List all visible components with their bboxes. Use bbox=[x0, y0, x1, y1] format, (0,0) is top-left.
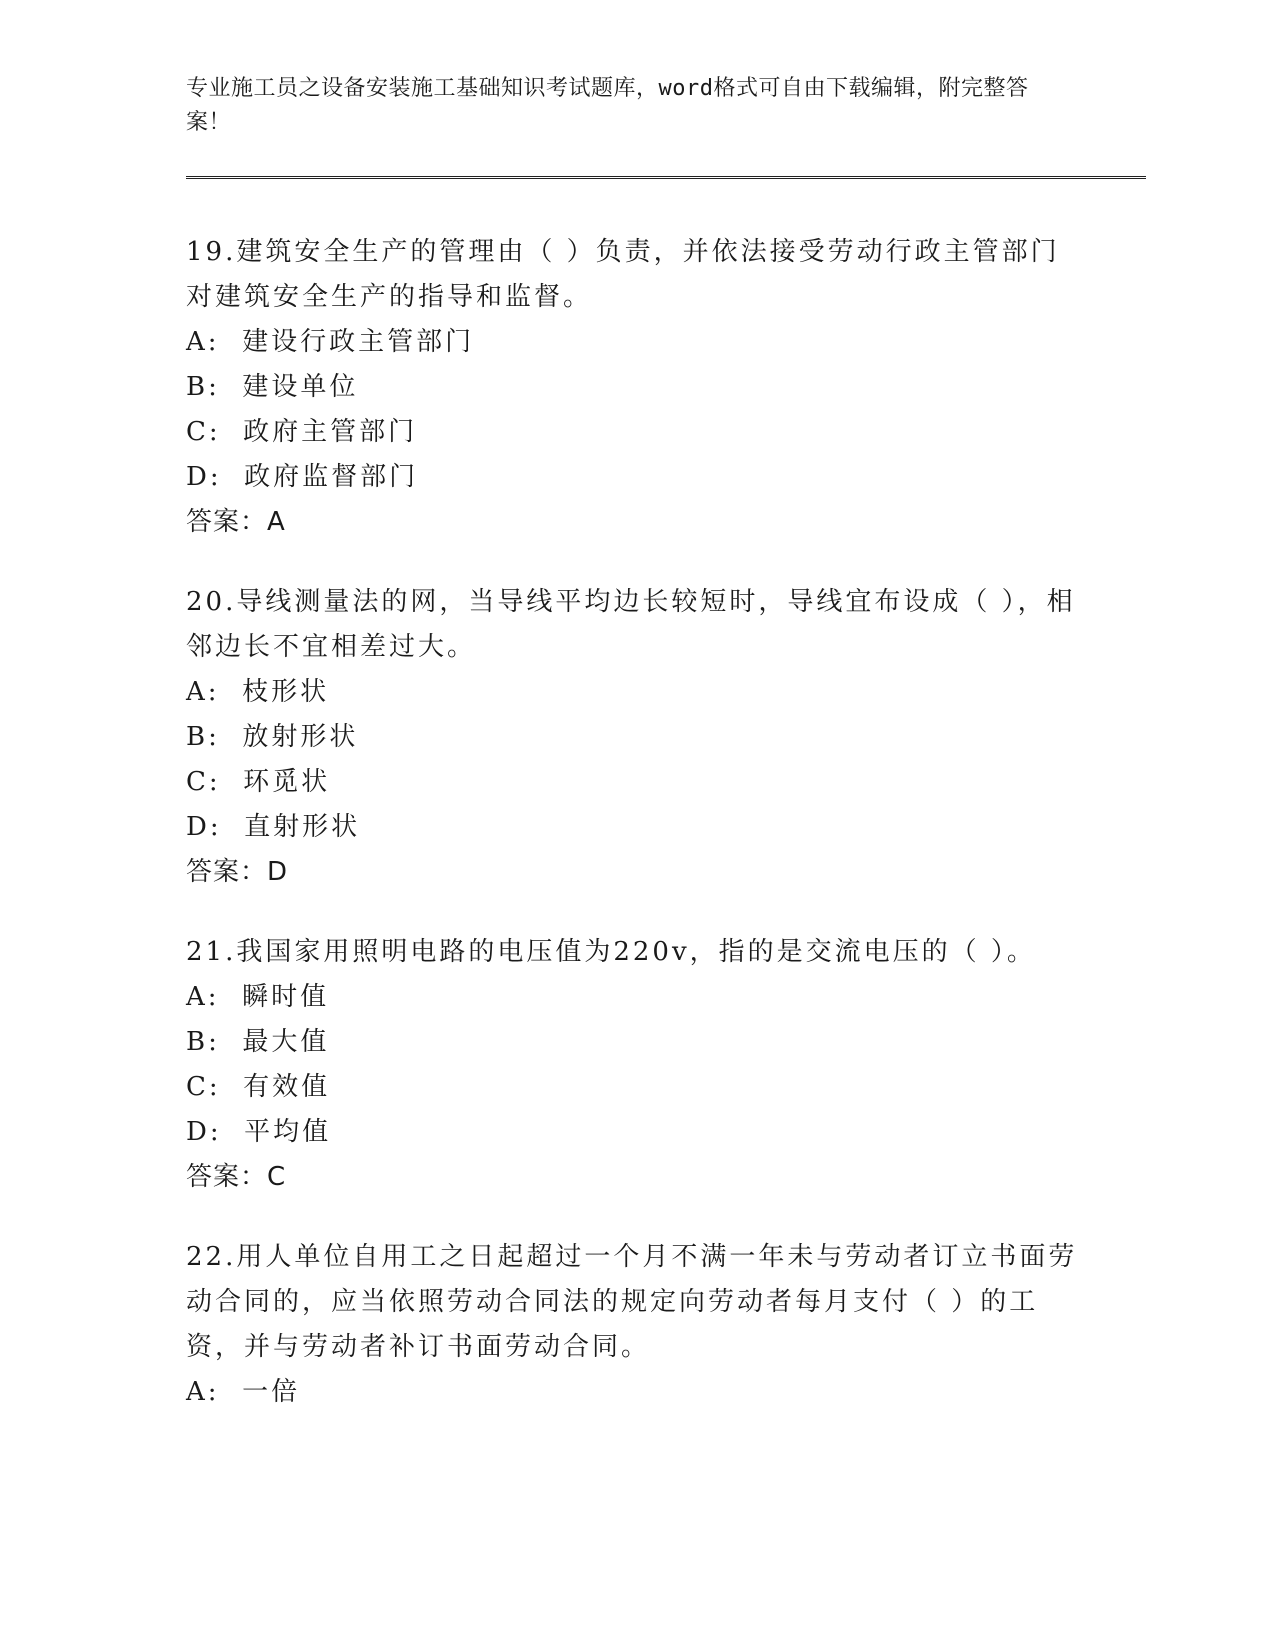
option-c: C: 有效值 bbox=[186, 1072, 331, 1102]
question-stem: 19.建筑安全生产的管理由（ ）负责，并依法接受劳动行政主管部门对建筑安全生产的指导和监督。 bbox=[186, 237, 1060, 312]
question-list bbox=[186, 230, 1086, 1450]
option-a: A: 枝形状 bbox=[186, 677, 330, 707]
option-d: D: 平均值 bbox=[186, 1117, 332, 1147]
option-d: D: 政府监督部门 bbox=[186, 462, 419, 492]
question-22 bbox=[186, 1235, 1086, 1415]
answer: 答案：D bbox=[186, 857, 289, 887]
option-a: A: 建设行政主管部门 bbox=[186, 327, 475, 357]
option-d: D: 直射形状 bbox=[186, 812, 361, 842]
question-20 bbox=[186, 580, 1086, 895]
option-b: B: 建设单位 bbox=[186, 372, 359, 402]
answer: 答案：A bbox=[186, 507, 286, 537]
option-c: C: 政府主管部门 bbox=[186, 417, 418, 447]
question-stem: 22.用人单位自用工之日起超过一个月不满一年未与劳动者订立书面劳动合同的，应当依照劳动合同法的规定向劳动者每月支付（ ）的工资，并与劳动者补订书面劳动合同。 bbox=[186, 1242, 1078, 1362]
option-b: B: 放射形状 bbox=[186, 722, 359, 752]
option-b: B: 最大值 bbox=[186, 1027, 330, 1057]
question-stem: 20.导线测量法的网，当导线平均边长较短时，导线宜布设成（ ），相邻边长不宜相差过大。 bbox=[186, 587, 1076, 662]
option-a: A: 一倍 bbox=[186, 1377, 301, 1407]
question-19 bbox=[186, 230, 1086, 545]
option-a: A: 瞬时值 bbox=[186, 982, 330, 1012]
question-21 bbox=[186, 930, 1086, 1200]
document-header: 专业施工员之设备安装施工基础知识考试题库，word格式可自由下载编辑，附完整答案！ bbox=[186, 76, 1029, 135]
header-divider bbox=[186, 176, 1146, 179]
answer: 答案：C bbox=[186, 1162, 287, 1192]
question-stem: 21.我国家用照明电路的电压值为220v，指的是交流电压的（ ）。 bbox=[186, 937, 1036, 967]
option-c: C: 环觅状 bbox=[186, 767, 331, 797]
